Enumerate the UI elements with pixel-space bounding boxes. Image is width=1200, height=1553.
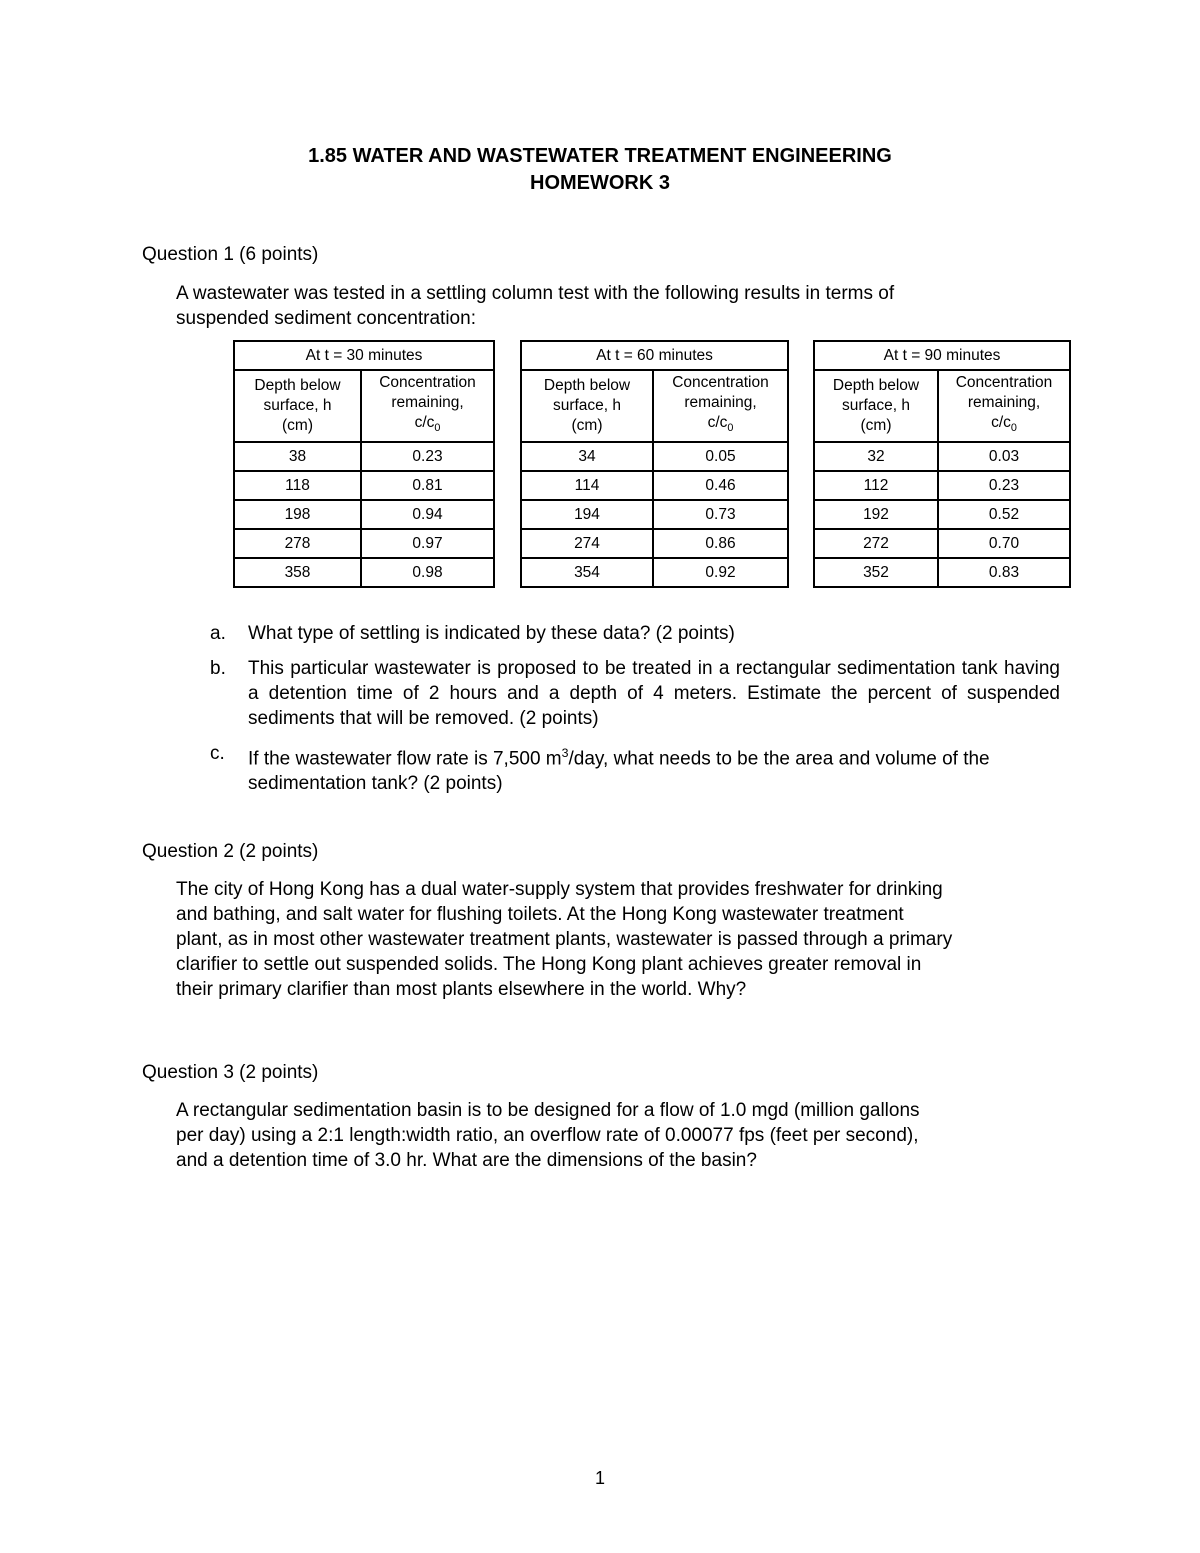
concentration-cell: 0.81 xyxy=(361,471,494,500)
part-label: b. xyxy=(210,658,226,679)
text-line: and bathing, and salt water for flushing toilets. At the Hong Kong wastewater treatment xyxy=(176,904,904,925)
header-line xyxy=(362,413,493,438)
table-row xyxy=(814,529,1070,558)
question-1-part-a xyxy=(210,621,1060,646)
header-line xyxy=(654,413,787,438)
part-text: This particular wastewater is proposed to be treated in a rectangular sedimentation tank having a detention time of 2 hours and a depth of 4 meters. Estimate the percent of suspended sediments that will be removed. (2 points) xyxy=(248,658,1060,729)
header-line: surface, h xyxy=(552,397,622,414)
subscript: 0 xyxy=(727,422,734,435)
table-row xyxy=(234,529,494,558)
question-1-part-b xyxy=(210,656,1060,731)
part-text: If the wastewater flow rate is 7,500 m xyxy=(248,748,562,770)
depth-cell: 38 xyxy=(234,442,361,471)
settling-table-90min xyxy=(813,340,1071,588)
part-label: c. xyxy=(210,743,225,764)
concentration-ratio-label: c/c xyxy=(707,414,728,432)
concentration-cell: 0.92 xyxy=(653,558,788,587)
subscript: 0 xyxy=(434,422,441,435)
text-line: The city of Hong Kong has a dual water-supply system that provides freshwater for drinking xyxy=(176,879,943,900)
header-line: remaining, xyxy=(391,394,464,412)
concentration-cell: 0.23 xyxy=(938,471,1070,500)
concentration-cell: 0.52 xyxy=(938,500,1070,529)
concentration-cell: 0.73 xyxy=(653,500,788,529)
concentration-cell: 0.94 xyxy=(361,500,494,529)
settling-table-30min xyxy=(233,340,495,588)
question-1-heading: Question 1 (6 points) xyxy=(142,244,319,265)
header-line: remaining, xyxy=(684,394,757,412)
question-3-heading: Question 3 (2 points) xyxy=(142,1062,319,1083)
table-row xyxy=(814,471,1070,500)
concentration-cell: 0.05 xyxy=(653,442,788,471)
concentration-cell: 0.70 xyxy=(938,529,1070,558)
table-row xyxy=(814,500,1070,529)
question-3-text xyxy=(176,1098,1076,1173)
header-line: (cm) xyxy=(860,417,892,434)
column-header-depth xyxy=(521,370,653,442)
depth-cell: 32 xyxy=(814,442,938,471)
part-text: /day, what needs to be the area and volume of the sedimentation tank? (2 points) xyxy=(248,748,990,795)
depth-cell: 118 xyxy=(234,471,361,500)
header-line: Depth below xyxy=(832,377,920,394)
column-header-concentration xyxy=(653,370,788,442)
table-row xyxy=(521,529,788,558)
table-row xyxy=(521,500,788,529)
header-line: Concentration xyxy=(379,374,476,392)
table-row xyxy=(521,471,788,500)
header-line: (cm) xyxy=(282,417,313,434)
header-line: Depth below xyxy=(543,377,631,394)
header-line: Concentration xyxy=(672,374,769,392)
table-row xyxy=(234,471,494,500)
table-row xyxy=(814,442,1070,471)
header-line: remaining, xyxy=(967,394,1041,412)
table-row xyxy=(814,558,1070,587)
header-line: Depth below xyxy=(254,377,341,394)
concentration-ratio-label: c/c xyxy=(991,414,1011,432)
concentration-cell: 0.46 xyxy=(653,471,788,500)
settling-table-60min xyxy=(520,340,789,588)
header-line: surface, h xyxy=(841,397,911,414)
page-number: 1 xyxy=(594,1468,605,1488)
table-caption: At t = 30 minutes xyxy=(234,341,494,370)
question-2-heading: Question 2 (2 points) xyxy=(142,841,319,862)
depth-cell: 34 xyxy=(521,442,653,471)
part-label: a. xyxy=(210,623,226,644)
table-caption: At t = 60 minutes xyxy=(521,341,788,370)
depth-cell: 358 xyxy=(234,558,361,587)
table-row xyxy=(234,500,494,529)
column-header-depth xyxy=(814,370,938,442)
text-line: per day) using a 2:1 length:width ratio, an overflow rate of 0.00077 fps (feet per second), xyxy=(176,1125,919,1146)
concentration-cell: 0.83 xyxy=(938,558,1070,587)
table-row xyxy=(521,442,788,471)
depth-cell: 194 xyxy=(521,500,653,529)
column-header-concentration xyxy=(938,370,1070,442)
concentration-cell: 0.03 xyxy=(938,442,1070,471)
depth-cell: 354 xyxy=(521,558,653,587)
depth-cell: 198 xyxy=(234,500,361,529)
question-1-part-c xyxy=(210,741,1060,796)
depth-cell: 278 xyxy=(234,529,361,558)
table-caption: At t = 90 minutes xyxy=(814,341,1070,370)
concentration-cell: 0.23 xyxy=(361,442,494,471)
header-line: Concentration xyxy=(955,374,1053,392)
depth-cell: 274 xyxy=(521,529,653,558)
table-row xyxy=(234,558,494,587)
concentration-cell: 0.98 xyxy=(361,558,494,587)
concentration-ratio-label: c/c xyxy=(414,414,435,432)
depth-cell: 352 xyxy=(814,558,938,587)
document-subtitle: HOMEWORK 3 xyxy=(530,172,670,194)
header-line xyxy=(939,413,1069,438)
text-line: and a detention time of 3.0 hr. What are the dimensions of the basin? xyxy=(176,1150,757,1171)
table-row xyxy=(521,558,788,587)
question-1-parts xyxy=(210,621,1060,796)
concentration-cell: 0.86 xyxy=(653,529,788,558)
text-line: plant, as in most other wastewater treatment plants, wastewater is passed through a primary xyxy=(176,929,953,950)
subscript: 0 xyxy=(1010,422,1017,435)
depth-cell: 114 xyxy=(521,471,653,500)
depth-cell: 272 xyxy=(814,529,938,558)
table-row xyxy=(234,442,494,471)
text-line: clarifier to settle out suspended solids. The Hong Kong plant achieves greater removal in xyxy=(176,954,922,975)
question-2-text xyxy=(176,877,1076,1002)
question-1-intro xyxy=(176,281,1076,331)
text-line: A rectangular sedimentation basin is to be designed for a flow of 1.0 mgd (million gallons xyxy=(176,1100,920,1121)
depth-cell: 112 xyxy=(814,471,938,500)
question-1-intro-line-1: A wastewater was tested in a settling column test with the following results in terms of xyxy=(176,283,895,304)
document-title: 1.85 WATER AND WASTEWATER TREATMENT ENGINEERING xyxy=(308,145,892,167)
superscript: 3 xyxy=(561,746,569,760)
concentration-cell: 0.97 xyxy=(361,529,494,558)
depth-cell: 192 xyxy=(814,500,938,529)
header-line: surface, h xyxy=(263,397,332,414)
column-header-concentration xyxy=(361,370,494,442)
question-1-intro-line-2: suspended sediment concentration: xyxy=(176,308,476,329)
part-text: What type of settling is indicated by these data? (2 points) xyxy=(248,623,735,644)
header-line: (cm) xyxy=(571,417,603,434)
column-header-depth xyxy=(234,370,361,442)
text-line: their primary clarifier than most plants elsewhere in the world. Why? xyxy=(176,979,747,1000)
